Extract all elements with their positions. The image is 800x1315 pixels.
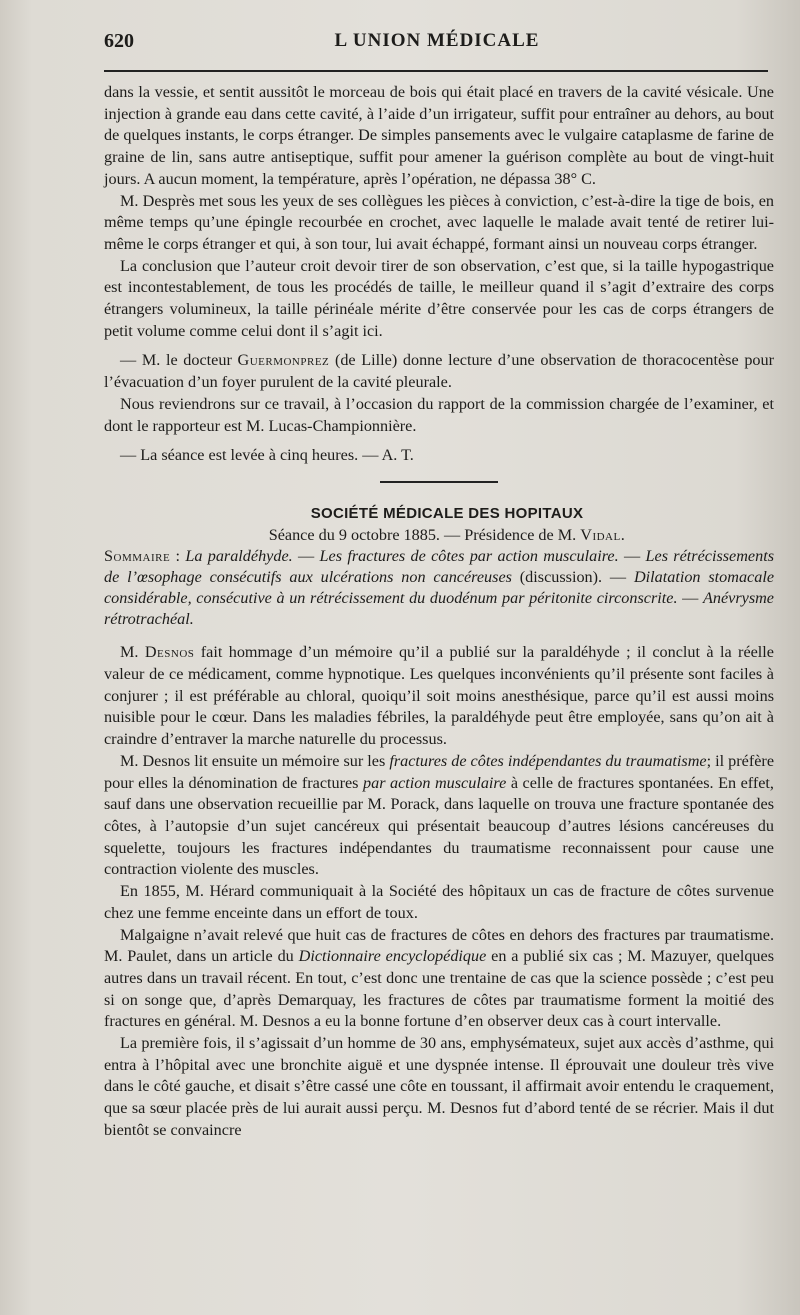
malgaigne-b: Dictionnaire encyclopédique xyxy=(298,947,487,966)
paragraph-desnos-fractures xyxy=(104,751,774,881)
sommaire-dash-3: — xyxy=(677,589,703,608)
paragraph-premiere-fois: La première fois, il s’agissait d’un homme de 30 ans, emphysémateux, sujet aux accès d’asthme, qui entra à l’hôpital avec une bronchite aiguë et une dyspnée intense. Il éprouvait une douleur très vive dans le côté gauche, et disait s’être cassé une côte en toussant, il affirmait avoir entendu le craquement, que sa sœur placée près de lui aurait aussi perçu. M. Desnos fut d’abord tenté de se récrier. Mais il dut bientôt se convaincre xyxy=(104,1034,774,1139)
sommaire xyxy=(104,546,774,630)
malgaigne-a: Malgaigne n’avait relevé que huit cas de fractures de côtes en dehors des fractures par traumatisme. M. Paulet, dans un article du xyxy=(104,925,774,966)
sommaire-dash-2: — xyxy=(618,547,646,566)
guermonprez-name: Guermonprez xyxy=(237,351,330,370)
sommaire-item-4: Dilatation stomacale considérable, consécutive à un rétrécissement du duodénum par péritonite circonscrite. xyxy=(104,568,775,608)
desnos-prefix: M. xyxy=(120,643,145,662)
sommaire-item-3: Les rétrécissements de l’œsophage consécutifs aux ulcérations non cancéreuses xyxy=(104,547,775,587)
paragraph-guermonprez xyxy=(104,350,774,393)
page-number: 620 xyxy=(104,30,134,52)
sommaire-sep: : xyxy=(170,547,186,566)
running-head: L UNION MÉDICALE xyxy=(334,30,540,51)
sommaire-item-1: La paraldéhyde. xyxy=(185,547,293,566)
sommaire-item-2: Les fractures de côtes par action musculaire. xyxy=(319,547,619,566)
sommaire-item-5: Anévrysme rétrotrachéal. xyxy=(104,589,774,629)
section-divider xyxy=(380,481,498,483)
paragraph-herard: En 1855, M. Hérard communiquait à la Société des hôpitaux un cas de fracture de côtes survenue chez une femme enceinte dans un effort de toux. xyxy=(104,882,774,922)
guermonprez-prefix: — M. le docteur xyxy=(120,351,238,370)
paragraph-seance-levee: — La séance est levée à cinq heures. — A. T. xyxy=(120,446,414,465)
sommaire-label: Sommaire xyxy=(104,547,171,566)
desnos-name: Desnos xyxy=(144,643,195,662)
session-line xyxy=(104,525,774,547)
guermonprez-text: (de Lille) donne lecture d’une observation de thoracocentèse pour l’évacuation d’un foyer purulent de la cavité pleurale. xyxy=(104,351,774,392)
page-header xyxy=(104,30,770,64)
header-rule xyxy=(104,70,768,72)
sommaire-item-3-note: (discussion). — xyxy=(511,568,634,587)
paragraph-conclusion: La conclusion que l’auteur croit devoir tirer de son observation, c’est que, si la taille hypogastrique est incontestablement, de tous les procédés de taille, le meilleur quand il s’agit d’extraire des corps étrangers volumineux, la taille périnéale mérite d’être conservée pour les cas de corps étrangers de petit volume comme celui dont il s’agit ici. xyxy=(104,256,774,340)
paragraph-reviendrons: Nous reviendrons sur ce travail, à l’occasion du rapport de la commission chargée de l’examiner, et dont le rapporteur est M. Lucas-Championnière. xyxy=(104,394,774,435)
paragraph-malgaigne xyxy=(104,925,774,1034)
paragraph-vesicale: dans la vessie, et sentit aussitôt le morceau de bois qui était placé en travers de la cavité vésicale. Une injection à grande eau dans cette cavité, à l’aide d’un irrigateur, suffit pour entraîner au dehors, au bout de quelques instants, le corps étranger. De simples pansements avec le vulgaire cataplasme de farine de graine de lin, sans autre antiseptique, suffit pour amener la guérison complète au bout de vingt-huit jours. A aucun moment, la température, après l’opération, ne dépassa 38° C. xyxy=(104,83,774,188)
paragraph-desnos-paraldehyde xyxy=(104,642,774,751)
desnos2-b: fractures de côtes indépendantes du traumatisme xyxy=(389,751,707,770)
session-president: Vidal. xyxy=(580,525,626,544)
desnos2-a: M. Desnos lit ensuite un mémoire sur les xyxy=(120,751,390,770)
article-body xyxy=(104,82,774,1142)
desnos2-e: à celle de fractures spontanées. En effet, sauf dans une observation recueillie par M. Porack, dans laquelle on trouva une fracture spontanée des côtes, à l’autopsie d’un sujet cancéreux qui présentait beaucoup d’autres lésions cancéreuses du squelette, toujours les fractures indépendantes du traumatisme reconnaissent pour cause une contraction violente des muscles. xyxy=(104,773,774,879)
malgaigne-c: en a publié six cas ; M. Mazuyer, quelques autres dans un travail récent. En tout, c’est donc une trentaine de cas que la science possède ; c’est peu si on songe que, d’après Demarquay, les fractures de côtes par traumatisme forment la moitié des fractures en général. M. Desnos a eu la bonne fortune d’en observer deux cas à court intervalle. xyxy=(104,947,774,1031)
sommaire-dash-1: — xyxy=(292,547,320,566)
desnos2-d: par action musculaire xyxy=(363,773,507,792)
session-prefix: Séance du 9 octobre 1885. — Présidence de M. xyxy=(268,525,581,544)
section-title: SOCIÉTÉ MÉDICALE DES HOPITAUX xyxy=(310,504,584,522)
desnos-text: fait hommage d’un mémoire qu’il a publié sur la paraldéhyde ; il conclut à la réelle valeur de ce médicament, comme hypnotique. Les quelques inconvénients qu’il présente sont faciles à conjurer ; il est préférable au chloral, quoiqu’il soit moins anesthésique, parce qu’il est aussi moins nuisible pour le cœur. Dans les maladies fébriles, la paraldéhyde peut être employée, sans qu’on ait à craindre d’entraver la marche naturelle du processus. xyxy=(104,643,774,749)
paragraph-despres: M. Desprès met sous les yeux de ses collègues les pièces à conviction, c’est-à-dire la tige de bois, en même temps qu’une épingle recourbée en crochet, avec laquelle le malade avait tenté de retirer lui-même le corps étranger et qui, à son tour, lui avait échappé, formant ainsi un nouveau corps étranger. xyxy=(104,191,774,253)
desnos2-c: ; il préfère pour elles la dénomination de fractures xyxy=(104,751,775,792)
